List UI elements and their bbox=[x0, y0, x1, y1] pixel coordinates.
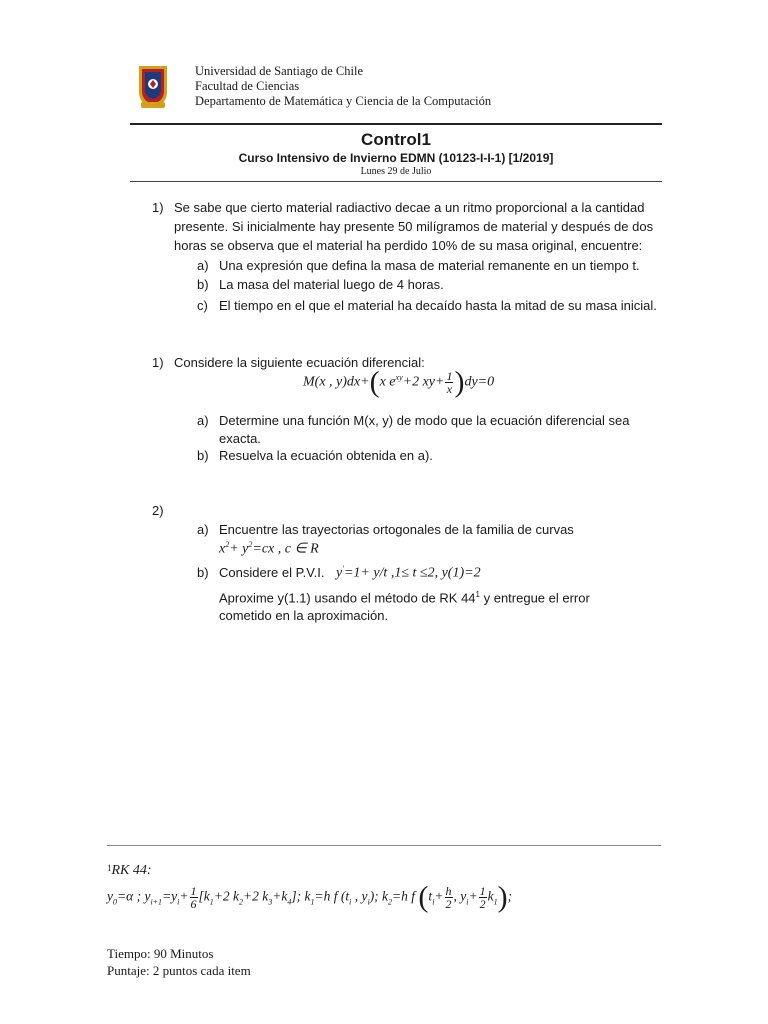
problem-1a-text: Una expresión que defina la masa de material remanente en un tiempo t. bbox=[219, 258, 640, 273]
faculty-name: Facultad de Ciencias bbox=[195, 79, 300, 93]
problem-3b-approx-line-1 bbox=[219, 585, 590, 607]
problem-1-line-2: presente. Si inicialmente hay presente 50 milígramos de material y después de dos bbox=[174, 219, 654, 234]
footnote-label: $^1$RK 44: bbox=[107, 863, 152, 878]
problem-3b-approx-line-2: cometido en la aproximación. bbox=[219, 608, 389, 623]
problem-1b-label: b) bbox=[197, 277, 209, 292]
problem-1-line-1: Se sabe que cierto material radiactivo decae a un ritmo proporcional a la cantidad bbox=[174, 200, 645, 215]
course-subtitle: Curso Intensivo de Invierno EDMN (10123-I-I-1) [1/2019] bbox=[238, 151, 554, 165]
university-name: Universidad de Santiago de Chile bbox=[195, 64, 364, 78]
problem-1-line-3: horas se observa que el material ha perdido 10% de su masa original, encuentre: bbox=[174, 238, 643, 253]
curve-family-equation: $x^2+ y^2=cx$ , c ∈ R bbox=[219, 540, 319, 557]
title-rule bbox=[130, 181, 662, 182]
exam-date: Lunes 29 de Julio bbox=[360, 166, 432, 177]
rk44-formula: $y_0=\alpha$ ; $y_{i+1}=y_i+$ $\frac{1}{6}$ [$k_1+2$ $k_2+2$ $k_3+k_4$]; $k_1=h$ f ($t_i$ , $y_i$); $k_2=h$ f ($t_i+$ $\frac{h}{2}$ , $y_i+$ $\frac{1}{2}$ $k_1$); bbox=[107, 880, 513, 914]
exam-time: Tiempo: 90 Minutos bbox=[107, 946, 214, 961]
footnote-ref: 1 bbox=[475, 590, 480, 599]
university-crest-logo bbox=[137, 64, 169, 110]
page-title: Control1 bbox=[361, 130, 431, 149]
problem-3-number: 2) bbox=[152, 503, 164, 518]
problem-3b-label: b) bbox=[197, 565, 209, 580]
problem-2b-label: b) bbox=[197, 448, 209, 463]
header-rule bbox=[130, 123, 662, 125]
problem-2a-text-1: Determine una función M(x, y) de modo que la ecuación diferencial sea bbox=[219, 413, 630, 428]
department-name: Departamento de Matemática y Ciencia de la Computación bbox=[195, 94, 492, 108]
footnote-label-text: RK 44: bbox=[111, 863, 152, 878]
problem-2-intro: Considere la siguiente ecuación diferencial: bbox=[174, 355, 425, 370]
problem-3a-text: Encuentre las trayectorias ortogonales de la familia de curvas bbox=[219, 522, 574, 537]
approx-post-text: y entregue el error bbox=[479, 590, 590, 606]
problem-1c-text: El tiempo en el que el material ha decaído hasta la mitad de su masa inicial. bbox=[219, 298, 657, 313]
problem-3a-label: a) bbox=[197, 522, 209, 537]
problem-1-number: 1) bbox=[152, 200, 164, 215]
footnote-rule bbox=[107, 845, 661, 846]
exam-score: Puntaje: 2 puntos cada item bbox=[107, 963, 251, 978]
problem-2a-label: a) bbox=[197, 413, 209, 428]
ivp-equation: y'=1+ y/t ,1≤ t ≤2, y(1)=2 bbox=[336, 564, 481, 581]
approx-pre-text: Aproxime y(1.1) usando el método de RK 44 bbox=[219, 590, 476, 606]
problem-2-number: 1) bbox=[152, 355, 164, 370]
differential-equation: M(x , y)dx+(x $e^{xy}+2$ xy+ $\frac{1}{x}$ )dy=0 bbox=[303, 365, 495, 399]
problem-2b-text: Resuelva la ecuación obtenida en a). bbox=[219, 448, 433, 463]
problem-3b-text: Considere el P.V.I. bbox=[219, 565, 325, 580]
problem-1a-label: a) bbox=[197, 258, 209, 273]
problem-1c-label: c) bbox=[197, 298, 208, 313]
problem-1b-text: La masa del material luego de 4 horas. bbox=[219, 277, 444, 292]
problem-2a-text-2: exacta. bbox=[219, 431, 261, 446]
